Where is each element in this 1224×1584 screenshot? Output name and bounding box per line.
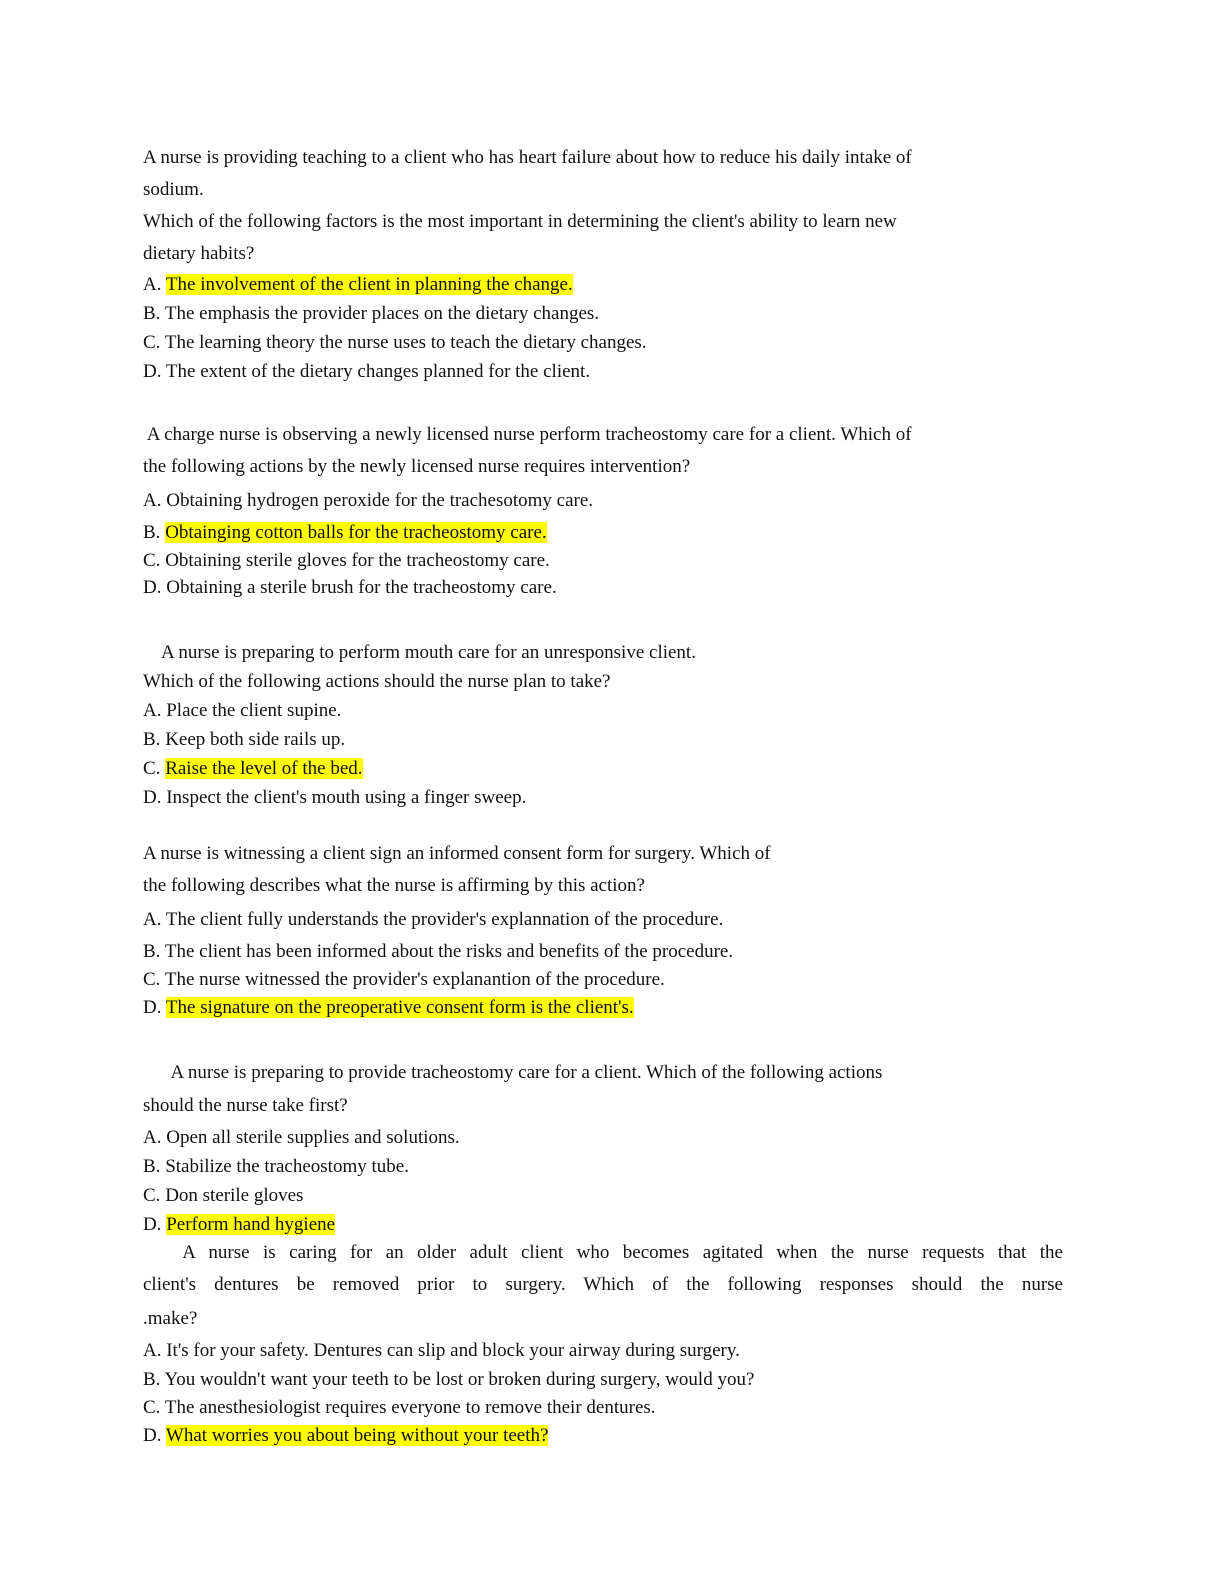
option-letter: A. <box>143 490 162 511</box>
answer-option-c <box>143 966 1063 993</box>
question-stem-line: A nurse is witnessing a client sign an informed consent form for surgery. Which of <box>143 843 771 864</box>
option-text: Stabilize the tracheostomy tube. <box>165 1156 409 1177</box>
option-text: Obtaining sterile gloves for the tracheostomy care. <box>165 550 550 571</box>
option-letter: C. <box>143 758 161 779</box>
answer-option-d <box>143 357 1063 386</box>
question-stem-line: the following describes what the nurse is affirming by this action? <box>143 875 645 896</box>
question-4 <box>143 838 1063 1022</box>
answer-option-a <box>143 270 1063 299</box>
option-text: The nurse witnessed the provider's explanantion of the procedure. <box>164 969 665 990</box>
answer-option-a <box>143 1123 1063 1152</box>
answer-option-c <box>143 547 1063 574</box>
option-letter: C. <box>143 969 161 990</box>
correct-answer-highlight: The involvement of the client in planning the change. <box>165 274 573 295</box>
answer-option-d <box>143 1210 1063 1239</box>
option-text: Obtaining hydrogen peroxide for the trachesotomy care. <box>166 490 594 511</box>
answer-option-c <box>143 328 1063 357</box>
option-text: The learning theory the nurse uses to teach the dietary changes. <box>164 332 647 353</box>
option-letter: D. <box>143 787 162 808</box>
answer-option-c <box>143 1394 1063 1421</box>
question-stem-line: A charge nurse is observing a newly licensed nurse perform tracheostomy care for a client. Which of <box>143 424 912 445</box>
option-text: The anesthesiologist requires everyone to remove their dentures. <box>164 1397 656 1418</box>
question-3 <box>143 638 1063 812</box>
option-text: Inspect the client's mouth using a finger sweep. <box>166 787 527 808</box>
question-stem-line: sodium. <box>143 179 204 200</box>
answer-option-b <box>143 518 1063 547</box>
answer-option-a <box>143 696 1063 725</box>
answer-option-d <box>143 783 1063 812</box>
option-letter: A. <box>143 909 162 930</box>
option-text: Keep both side rails up. <box>165 729 346 750</box>
question-6 <box>143 1237 1063 1450</box>
answer-option-d <box>143 993 1063 1022</box>
option-letter: B. <box>143 1156 161 1177</box>
answer-option-b <box>143 1365 1063 1394</box>
option-text: The emphasis the provider places on the dietary changes. <box>164 303 600 324</box>
question-stem-line: should the nurse take first? <box>143 1095 348 1116</box>
option-text: The client fully understands the provider's explannation of the procedure. <box>165 909 724 930</box>
question-stem-line: client's dentures be removed prior to surgery. Which of the following responses should the nurse <box>143 1274 1063 1295</box>
answer-option-a <box>143 483 1063 518</box>
question-1 <box>143 142 1063 386</box>
correct-answer-highlight: The signature on the preoperative consent form is the client's. <box>165 997 634 1018</box>
option-letter: C. <box>143 550 161 571</box>
question-stem-line: dietary habits? <box>143 243 255 264</box>
question-stem-line: Which of the following factors is the most important in determining the client's ability to learn new <box>143 211 897 232</box>
option-letter: C. <box>143 332 161 353</box>
option-letter: D. <box>143 361 162 382</box>
option-letter: A. <box>143 1340 162 1361</box>
option-letter: C. <box>143 1185 161 1206</box>
question-stem-line: Which of the following actions should the nurse plan to take? <box>143 671 611 692</box>
option-text: The client has been informed about the risks and benefits of the procedure. <box>164 941 734 962</box>
answer-option-d <box>143 574 1063 601</box>
option-text: Open all sterile supplies and solutions. <box>166 1127 460 1148</box>
question-stem-line: A nurse is preparing to perform mouth care for an unresponsive client. <box>143 642 696 663</box>
option-letter: B. <box>143 1369 161 1390</box>
option-letter: B. <box>143 729 161 750</box>
option-letter: D. <box>143 1425 162 1446</box>
option-text: Obtaining a sterile brush for the tracheostomy care. <box>166 577 557 598</box>
option-letter: B. <box>143 522 161 543</box>
question-2 <box>143 419 1063 601</box>
option-letter: A. <box>143 274 162 295</box>
option-letter: D. <box>143 1214 162 1235</box>
option-letter: B. <box>143 303 161 324</box>
option-letter: A. <box>143 700 162 721</box>
option-text: The extent of the dietary changes planned for the client. <box>165 361 591 382</box>
option-letter: C. <box>143 1397 161 1418</box>
option-text: Don sterile gloves <box>165 1185 304 1206</box>
question-stem-line: the following actions by the newly licensed nurse requires intervention? <box>143 456 691 477</box>
question-stem-line: A nurse is preparing to provide tracheostomy care for a client. Which of the following actions <box>143 1062 883 1083</box>
answer-option-b <box>143 725 1063 754</box>
option-letter: D. <box>143 997 162 1018</box>
answer-option-b <box>143 299 1063 328</box>
answer-option-d <box>143 1421 1063 1450</box>
answer-option-a <box>143 1336 1063 1365</box>
answer-option-b <box>143 1152 1063 1181</box>
correct-answer-highlight: Perform hand hygiene <box>166 1214 336 1235</box>
option-letter: D. <box>143 577 162 598</box>
question-stem-line: .make? <box>143 1308 198 1329</box>
answer-option-a <box>143 902 1063 937</box>
correct-answer-highlight: Obtainging cotton balls for the tracheostomy care. <box>165 522 547 543</box>
correct-answer-highlight: What worries you about being without your teeth? <box>165 1425 549 1446</box>
option-text: Place the client supine. <box>166 700 342 721</box>
answer-option-c <box>143 1181 1063 1210</box>
correct-answer-highlight: Raise the level of the bed. <box>165 758 363 779</box>
question-stem-line: A nurse is providing teaching to a client who has heart failure about how to reduce his daily intake of <box>143 147 912 168</box>
answer-option-c <box>143 754 1063 783</box>
option-text: It's for your safety. Dentures can slip and block your airway during surgery. <box>166 1340 740 1361</box>
question-stem-line: A nurse is caring for an older adult client who becomes agitated when the nurse requests that the <box>143 1242 1063 1263</box>
option-text: You wouldn't want your teeth to be lost or broken during surgery, would you? <box>164 1369 755 1390</box>
question-5 <box>143 1057 1063 1239</box>
option-letter: B. <box>143 941 161 962</box>
answer-option-b <box>143 937 1063 966</box>
option-letter: A. <box>143 1127 162 1148</box>
